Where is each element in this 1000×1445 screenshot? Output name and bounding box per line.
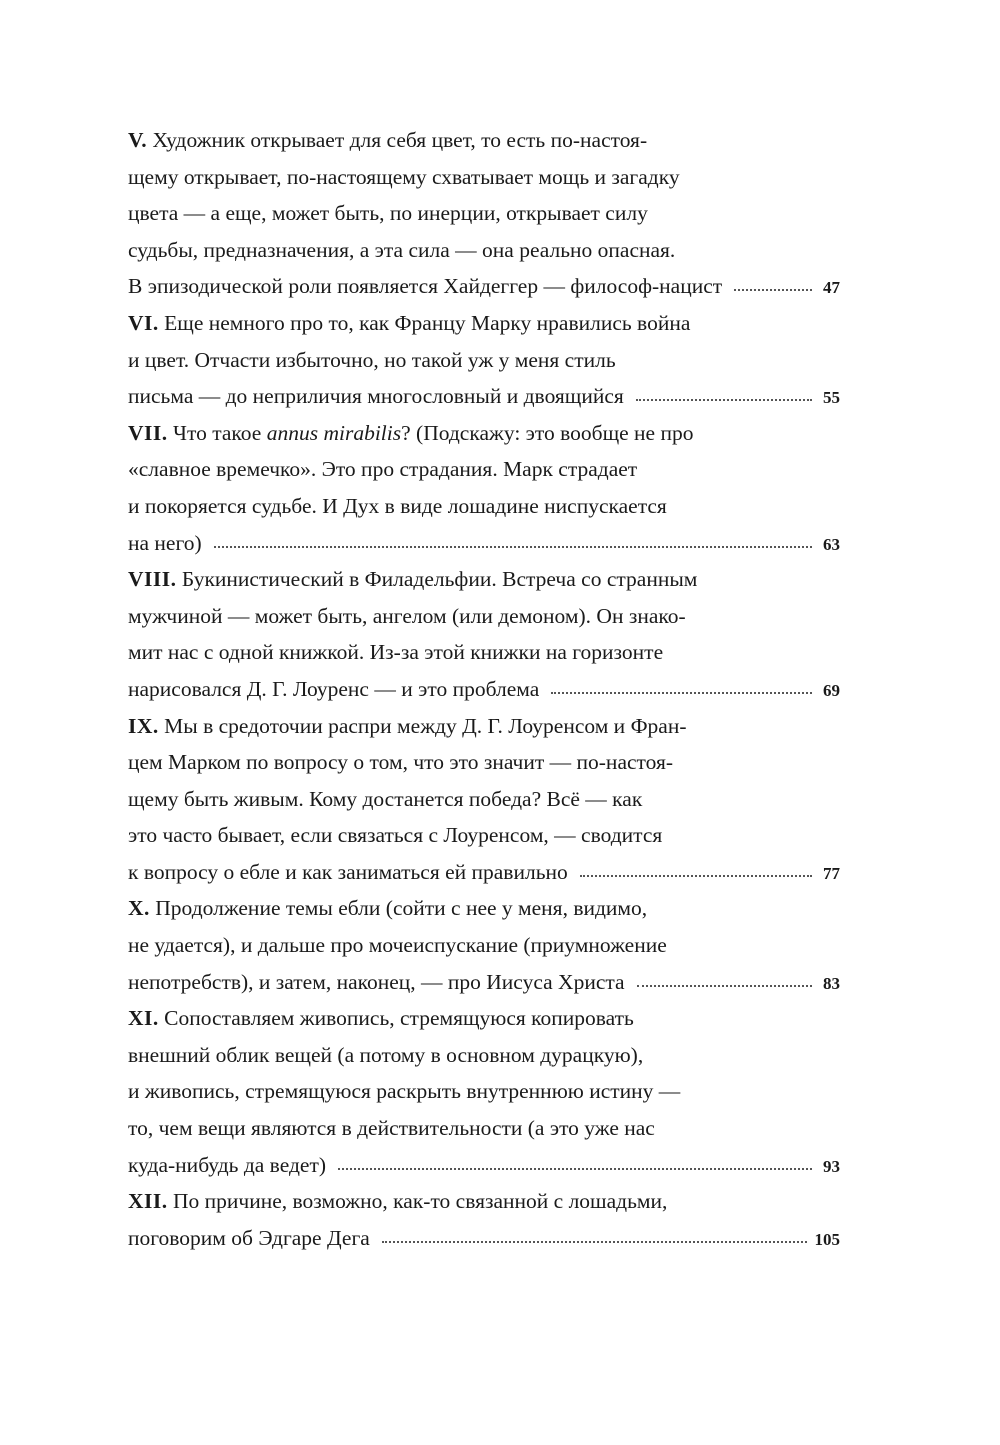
page-number: 55	[823, 388, 840, 408]
chapter-numeral: IX.	[128, 713, 159, 738]
entry-text-line: куда-нибудь да ведет)	[128, 1152, 327, 1177]
chapter-numeral: XI.	[128, 1006, 159, 1031]
entry-text-line: и покоряется судьбе. И Дух в виде лошадине ниспускается	[128, 493, 667, 518]
entry-text-line: Мы в средоточии распри между Д. Г. Лоуренсом и Фран-	[158, 713, 687, 738]
toc-entry-v[interactable]	[128, 122, 840, 305]
entry-text-fragment: Что такое	[167, 420, 267, 445]
dot-leader	[338, 1168, 812, 1170]
entry-text-line: нарисовался Д. Г. Лоуренс — и это проблема	[128, 676, 540, 701]
entry-text-line: щему открывает, по-настоящему схватывает мощь и загадку	[128, 164, 680, 189]
chapter-numeral: VIII.	[128, 567, 177, 592]
entry-text-line: судьбы, предназначения, а эта сила — она реально опасная.	[128, 237, 676, 262]
page-number: 77	[823, 863, 840, 883]
entry-text-fragment: ? (Подскажу: это вообще не про	[401, 420, 694, 445]
entry-text-line: Продолжение темы ебли (сойти с нее у меня, видимо,	[149, 896, 648, 921]
entry-text-line: к вопросу о ебле и как заниматься ей правильно	[128, 859, 568, 884]
chapter-numeral: V.	[128, 128, 148, 152]
entry-text-line: мужчиной — может быть, ангелом (или демоном). Он знако-	[128, 603, 686, 628]
entry-text-line: Художник открывает для себя цвет, то есть по-настоя-	[147, 128, 648, 152]
entry-text-line: на него)	[128, 530, 202, 555]
toc-entry-vi[interactable]	[128, 305, 840, 415]
entry-text-italic: annus mirabilis	[266, 420, 402, 445]
dot-leader	[382, 1241, 807, 1243]
entry-text-line: В эпизодической роли появляется Хайдеггер — философ-нацист	[128, 274, 723, 299]
table-of-contents	[128, 122, 840, 1256]
entry-text-line: поговорим об Эдгаре Дега	[128, 1225, 370, 1250]
entry-text-line: Букинистический в Филадельфии. Встреча со странным	[176, 567, 698, 592]
entry-text-line: щему быть живым. Кому достанется победа? Всё — как	[128, 786, 643, 811]
page-number: 69	[823, 680, 840, 700]
entry-text-line: это часто бывает, если связаться с Лоуренсом, — сводится	[128, 823, 663, 848]
entry-text-line: не удается), и дальше про мочеиспускание (приумножение	[128, 933, 667, 958]
chapter-numeral: VII.	[128, 420, 168, 445]
dot-leader	[734, 289, 812, 291]
dot-leader	[580, 875, 812, 877]
entry-text-line: «славное времечко». Это про страдания. Марк страдает	[128, 457, 638, 482]
toc-entry-vii[interactable]	[128, 415, 840, 561]
toc-entry-ix[interactable]	[128, 708, 840, 891]
toc-entry-x[interactable]	[128, 890, 840, 1000]
entry-text-line: цвета — а еще, может быть, по инерции, открывает силу	[128, 201, 648, 226]
entry-text-line: то, чем вещи являются в действительности (а это уже нас	[128, 1116, 655, 1141]
entry-text-line: письма — до неприличия многословный и двоящийся	[128, 384, 624, 409]
dot-leader	[551, 692, 812, 694]
entry-text-line: Сопоставляем живопись, стремящуюся копировать	[158, 1006, 634, 1031]
page-number: 83	[823, 973, 840, 993]
entry-text-line: цем Марком по вопросу о том, что это значит — по-настоя-	[128, 750, 674, 775]
page-number: 105	[814, 1229, 840, 1249]
page-number: 47	[823, 278, 840, 298]
chapter-numeral: XII.	[128, 1189, 168, 1214]
toc-entry-viii[interactable]	[128, 561, 840, 707]
entry-text-line: непотребств), и затем, наконец, — про Иисуса Христа	[128, 969, 625, 994]
entry-text-line: По причине, возможно, как-то связанной с лошадьми,	[167, 1189, 668, 1214]
entry-text-line: Еще немного про то, как Францу Марку нравились война	[158, 310, 691, 335]
page-number: 63	[823, 534, 840, 554]
toc-entry-xii[interactable]	[128, 1183, 840, 1256]
dot-leader	[214, 546, 812, 548]
chapter-numeral: VI.	[128, 310, 159, 335]
entry-text-line: внешний облик вещей (а потому в основном дурацкую),	[128, 1042, 644, 1067]
entry-text-line: и цвет. Отчасти избыточно, но такой уж у меня стиль	[128, 347, 616, 372]
entry-text-line: мит нас с одной книжкой. Из-за этой книжки на горизонте	[128, 640, 664, 665]
toc-entry-xi[interactable]	[128, 1000, 840, 1183]
chapter-numeral: X.	[128, 896, 150, 921]
dot-leader	[636, 399, 812, 401]
entry-text-line: и живопись, стремящуюся раскрыть внутреннюю истину —	[128, 1079, 681, 1104]
dot-leader	[637, 985, 812, 987]
page-number: 93	[823, 1156, 840, 1176]
